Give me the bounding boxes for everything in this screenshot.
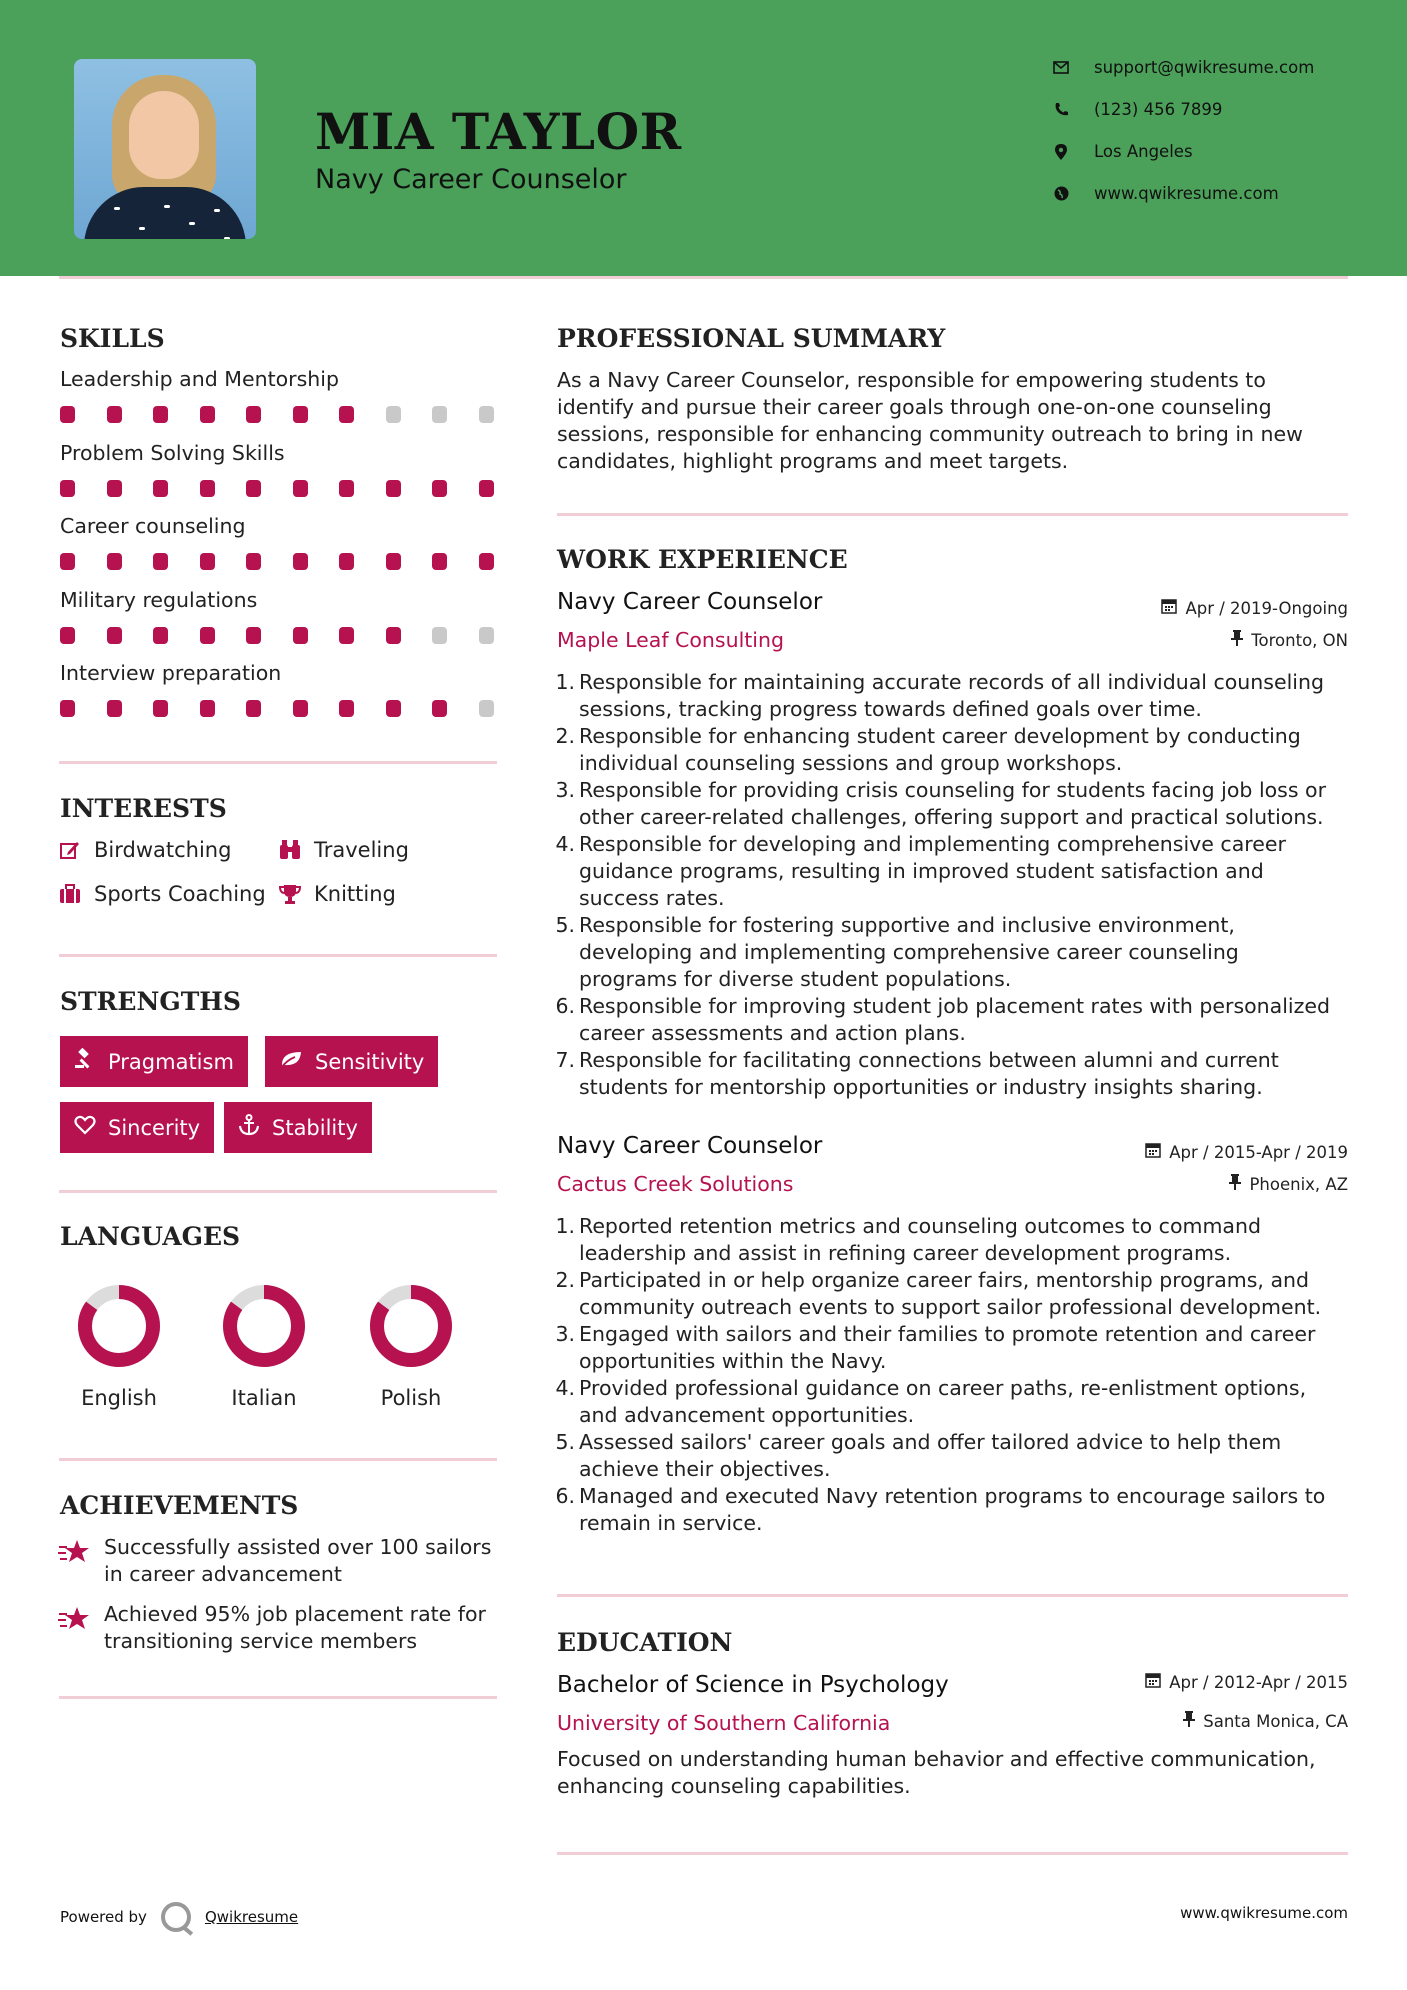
list-item: 1. Reported retention metrics and counseling outcomes to command leadership and assist in refining career development programs. — [555, 1214, 1261, 1265]
language-ring — [369, 1284, 453, 1368]
calendar-icon — [1161, 598, 1177, 618]
rating-dot — [60, 480, 75, 497]
list-item: 3. Responsible for providing crisis counseling for students facing job loss or other career-related challenges, offering support and practical solutions. — [555, 778, 1327, 829]
rating-dot — [479, 627, 494, 644]
section-divider — [59, 1458, 497, 1461]
anchor-icon — [238, 1114, 260, 1141]
rating-dot — [107, 627, 122, 644]
language-ring — [77, 1284, 161, 1368]
rating-dot — [293, 700, 308, 717]
list-item: 3. Engaged with sailors and their families to promote retention and career opportunities within the Navy. — [555, 1322, 1316, 1373]
rating-dot — [153, 553, 168, 570]
strengths-heading: STRENGTHS — [60, 987, 241, 1016]
interest-item: Birdwatching — [58, 838, 231, 862]
education-location: Santa Monica, CA — [1183, 1711, 1348, 1731]
contact-location: Los Angeles — [1052, 142, 1193, 161]
language-label: English — [81, 1386, 157, 1410]
pushpin-icon — [1229, 1174, 1241, 1194]
leaf-icon — [279, 1049, 303, 1074]
phone-icon — [1052, 101, 1070, 119]
briefcase-icon — [58, 882, 82, 906]
job-location: Phoenix, AZ — [1229, 1174, 1348, 1194]
experience-heading: WORK EXPERIENCE — [557, 545, 848, 574]
header-divider — [59, 276, 1348, 279]
rating-dot — [153, 480, 168, 497]
language-label: Italian — [231, 1386, 297, 1410]
qwikresume-link[interactable]: Qwikresume — [204, 1908, 299, 1926]
calendar-icon — [1145, 1142, 1161, 1162]
list-item: 2. Responsible for enhancing student career development by conducting individual counseling sessions and group workshops. — [555, 724, 1301, 775]
trophy-icon — [278, 882, 302, 906]
skill-label: Military regulations — [60, 588, 258, 612]
heart-icon — [74, 1115, 96, 1140]
binoculars-icon — [278, 838, 302, 862]
rating-dot — [246, 406, 261, 423]
rating-dot — [386, 627, 401, 644]
rating-dot — [246, 553, 261, 570]
list-item: 4. Responsible for developing and implementing comprehensive career guidance programs, resulting in improved student satisfaction and success rates. — [555, 832, 1286, 910]
rating-dot — [246, 700, 261, 717]
interest-item: Knitting — [278, 882, 396, 906]
rating-dot — [246, 627, 261, 644]
envelope-icon — [1052, 59, 1070, 77]
skills-heading: SKILLS — [60, 324, 165, 353]
rating-dot — [339, 480, 354, 497]
list-item: 5. Responsible for fostering supportive and inclusive environment, developing and implementing comprehensive career counseling programs for diverse student populations. — [555, 913, 1239, 991]
gavel-icon — [74, 1048, 96, 1075]
rating-dot — [432, 627, 447, 644]
rating-dot — [107, 700, 122, 717]
job-title: Navy Career Counselor — [557, 589, 823, 615]
list-item: 1. Responsible for maintaining accurate records of all individual counseling sessions, tracking progress towards defined goals over time. — [555, 670, 1324, 721]
contact-website[interactable]: www.qwikresume.com — [1052, 184, 1279, 203]
rating-dot — [107, 480, 122, 497]
rating-dot — [107, 553, 122, 570]
rating-dot — [479, 700, 494, 717]
company-name: Maple Leaf Consulting — [557, 628, 785, 652]
rating-dot — [293, 480, 308, 497]
rating-dot — [386, 553, 401, 570]
rating-dot — [60, 700, 75, 717]
skill-rating — [60, 553, 525, 570]
rating-dot — [107, 406, 122, 423]
skill-rating — [60, 480, 525, 497]
list-item: 6. Managed and executed Navy retention programs to encourage sailors to remain in service. — [555, 1484, 1326, 1535]
rating-dot — [339, 406, 354, 423]
rating-dot — [60, 406, 75, 423]
header-banner — [0, 0, 1407, 276]
strength-badge: Pragmatism — [60, 1036, 248, 1087]
candidate-name: MIA TAYLOR — [315, 102, 682, 161]
list-item: 6. Responsible for improving student job placement rates with personalized career assessments and action plans. — [555, 994, 1331, 1045]
rating-dot — [60, 553, 75, 570]
rating-dot — [293, 406, 308, 423]
section-divider — [59, 1190, 497, 1193]
job-date: Apr / 2015-Apr / 2019 — [1145, 1142, 1348, 1162]
rating-dot — [293, 553, 308, 570]
language-ring — [222, 1284, 306, 1368]
achievements-heading: ACHIEVEMENTS — [60, 1491, 299, 1520]
footer-powered-by: Powered by Qwikresume — [60, 1902, 298, 1932]
rating-dot — [339, 553, 354, 570]
list-item: 7. Responsible for facilitating connections between alumni and current students for mentorship opportunities or industry insights sharing. — [555, 1048, 1279, 1099]
rating-dot — [293, 627, 308, 644]
skill-label: Problem Solving Skills — [60, 441, 285, 465]
languages-heading: LANGUAGES — [60, 1222, 241, 1251]
pushpin-icon — [1183, 1711, 1195, 1731]
rating-dot — [432, 700, 447, 717]
section-divider — [59, 1696, 497, 1699]
rating-dot — [432, 480, 447, 497]
list-item: 5. Assessed sailors' career goals and offer tailored advice to help them achieve their objectives. — [555, 1430, 1282, 1481]
achievement-item: Achieved 95% job placement rate for transitioning service members — [104, 1602, 486, 1653]
rating-dot — [479, 553, 494, 570]
pushpin-icon — [1231, 630, 1243, 650]
rating-dot — [200, 700, 215, 717]
footer-website[interactable]: www.qwikresume.com — [1180, 1904, 1348, 1922]
rating-dot — [339, 700, 354, 717]
rating-dot — [432, 406, 447, 423]
calendar-icon — [1145, 1672, 1161, 1692]
section-divider — [557, 513, 1348, 516]
rating-dot — [246, 480, 261, 497]
job-date: Apr / 2019-Ongoing — [1161, 598, 1348, 618]
skill-label: Leadership and Mentorship — [60, 367, 339, 391]
rating-dot — [339, 627, 354, 644]
skill-rating — [60, 700, 525, 717]
rating-dot — [200, 406, 215, 423]
skill-label: Career counseling — [60, 514, 246, 538]
interest-item: Traveling — [278, 838, 409, 862]
rating-dot — [153, 627, 168, 644]
education-description: Focused on understanding human behavior and effective communication, enhancing counseling capabilities. — [557, 1747, 1316, 1798]
language-label: Polish — [380, 1386, 442, 1410]
section-divider — [557, 1594, 1348, 1597]
job-title: Navy Career Counselor — [557, 1133, 823, 1159]
achievement-item: Successfully assisted over 100 sailors in career advancement — [104, 1535, 492, 1586]
summary-text: As a Navy Career Counselor, responsible for empowering students to identify and pursue their career goals through one-on-one counseling sessions, responsible for enhancing community outreach to bring in new candidates, highlight programs and meet targets. — [557, 368, 1303, 473]
edit-icon — [58, 838, 82, 862]
rating-dot — [479, 480, 494, 497]
interests-heading: INTERESTS — [60, 794, 227, 823]
map-marker-icon — [1052, 143, 1070, 161]
strength-badge: Stability — [224, 1102, 372, 1153]
rating-dot — [153, 406, 168, 423]
company-name: Cactus Creek Solutions — [557, 1172, 794, 1196]
list-item: 2. Participated in or help organize career fairs, mentorship programs, and community outreach events to support sailor professional development. — [555, 1268, 1322, 1319]
job-location: Toronto, ON — [1231, 630, 1348, 650]
summary-heading: PROFESSIONAL SUMMARY — [557, 324, 946, 353]
rating-dot — [153, 700, 168, 717]
qwikresume-logo-icon — [161, 1902, 191, 1932]
profile-photo — [74, 59, 256, 239]
rating-dot — [200, 480, 215, 497]
rating-dot — [386, 480, 401, 497]
strength-badge: Sensitivity — [265, 1036, 438, 1087]
candidate-title: Navy Career Counselor — [315, 164, 627, 195]
list-item: 4. Provided professional guidance on career paths, re-enlistment options, and advancement opportunities. — [555, 1376, 1307, 1427]
contact-phone[interactable]: (123) 456 7899 — [1052, 100, 1222, 119]
school-name: University of Southern California — [557, 1711, 891, 1735]
section-divider — [59, 761, 497, 764]
contact-email[interactable]: support@qwikresume.com — [1052, 58, 1314, 77]
rating-dot — [432, 553, 447, 570]
section-divider — [557, 1852, 1348, 1855]
star-icon — [58, 1605, 92, 1633]
rating-dot — [60, 627, 75, 644]
section-divider — [59, 954, 497, 957]
skill-label: Interview preparation — [60, 661, 282, 685]
skill-rating — [60, 627, 525, 644]
job-responsibilities — [553, 669, 1353, 1101]
rating-dot — [479, 406, 494, 423]
rating-dot — [200, 553, 215, 570]
education-date: Apr / 2012-Apr / 2015 — [1145, 1672, 1348, 1692]
education-heading: EDUCATION — [557, 1628, 733, 1657]
strength-badge: Sincerity — [60, 1102, 214, 1153]
rating-dot — [386, 406, 401, 423]
globe-icon — [1052, 185, 1070, 203]
degree-title: Bachelor of Science in Psychology — [557, 1672, 949, 1698]
rating-dot — [200, 627, 215, 644]
skill-rating — [60, 406, 525, 423]
rating-dot — [386, 700, 401, 717]
interest-item: Sports Coaching — [58, 882, 266, 906]
job-responsibilities — [553, 1213, 1353, 1537]
star-icon — [58, 1538, 92, 1566]
